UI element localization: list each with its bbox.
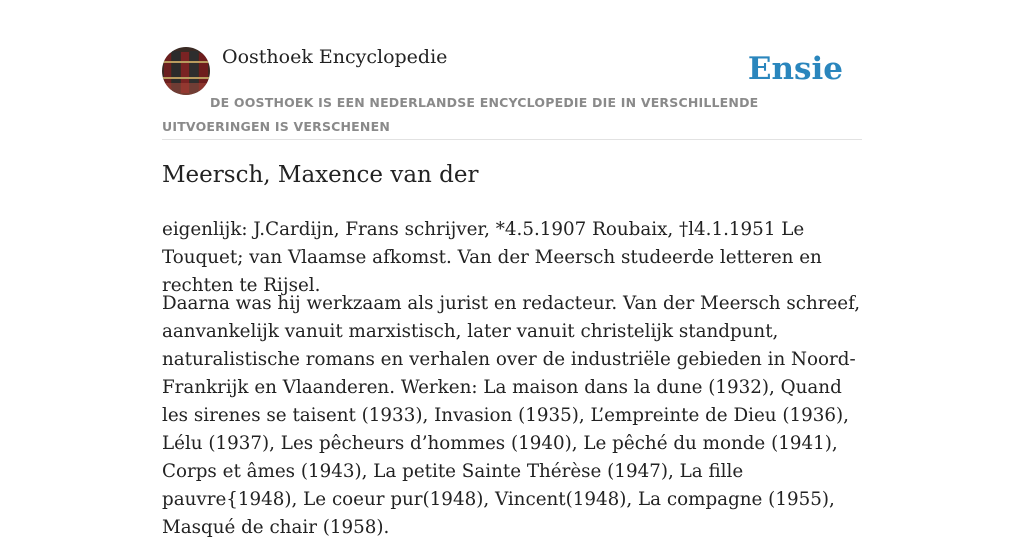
source-avatar[interactable] (162, 47, 210, 95)
brand-logo[interactable]: Ensie (747, 51, 843, 87)
entry-headword: Meersch, Maxence van der (162, 162, 479, 188)
entry-paragraph: Daarna was hij werkzaam als jurist en redacteur. Van der Meersch schreef, aanvankelijk vanuit marxistisch, later vanuit christelijk standpunt, naturalistische romans en verhalen over de industriële gebieden in Noord-Frankrijk en Vlaanderen. Werken: La maison dans la dune (1932), Quand les sirenes se taisent (1933), Invasion (1935), L’empreinte de Dieu (1936), Lélu (1937), Les pêcheurs d’hommes (1940), Le pêché du monde (1941), Corps et âmes (1943), La petite Sainte Thérèse (1947), La fille pauvre{1948), Le coeur pur(1948), Vincent(1948), La compagne (1955), Masqué de chair (1958). (162, 293, 861, 538)
entry-paragraph: eigenlijk: J.Cardijn, Frans schrijver, *4.5.1907 Roubaix, †l4.1.1951 Le Touquet; van Vlaamse afkomst. Van der Meersch studeerde letteren en rechten te Rijsel. (162, 219, 822, 296)
book-spines-icon (162, 47, 210, 95)
source-title[interactable]: Oosthoek Encyclopedie (222, 46, 448, 68)
header-divider (162, 139, 862, 140)
source-description: DE OOSTHOEK IS EEN NEDERLANDSE ENCYCLOPEDIE DIE IN VERSCHILLENDE UITVOERINGEN IS VERSCHENEN (162, 95, 759, 134)
